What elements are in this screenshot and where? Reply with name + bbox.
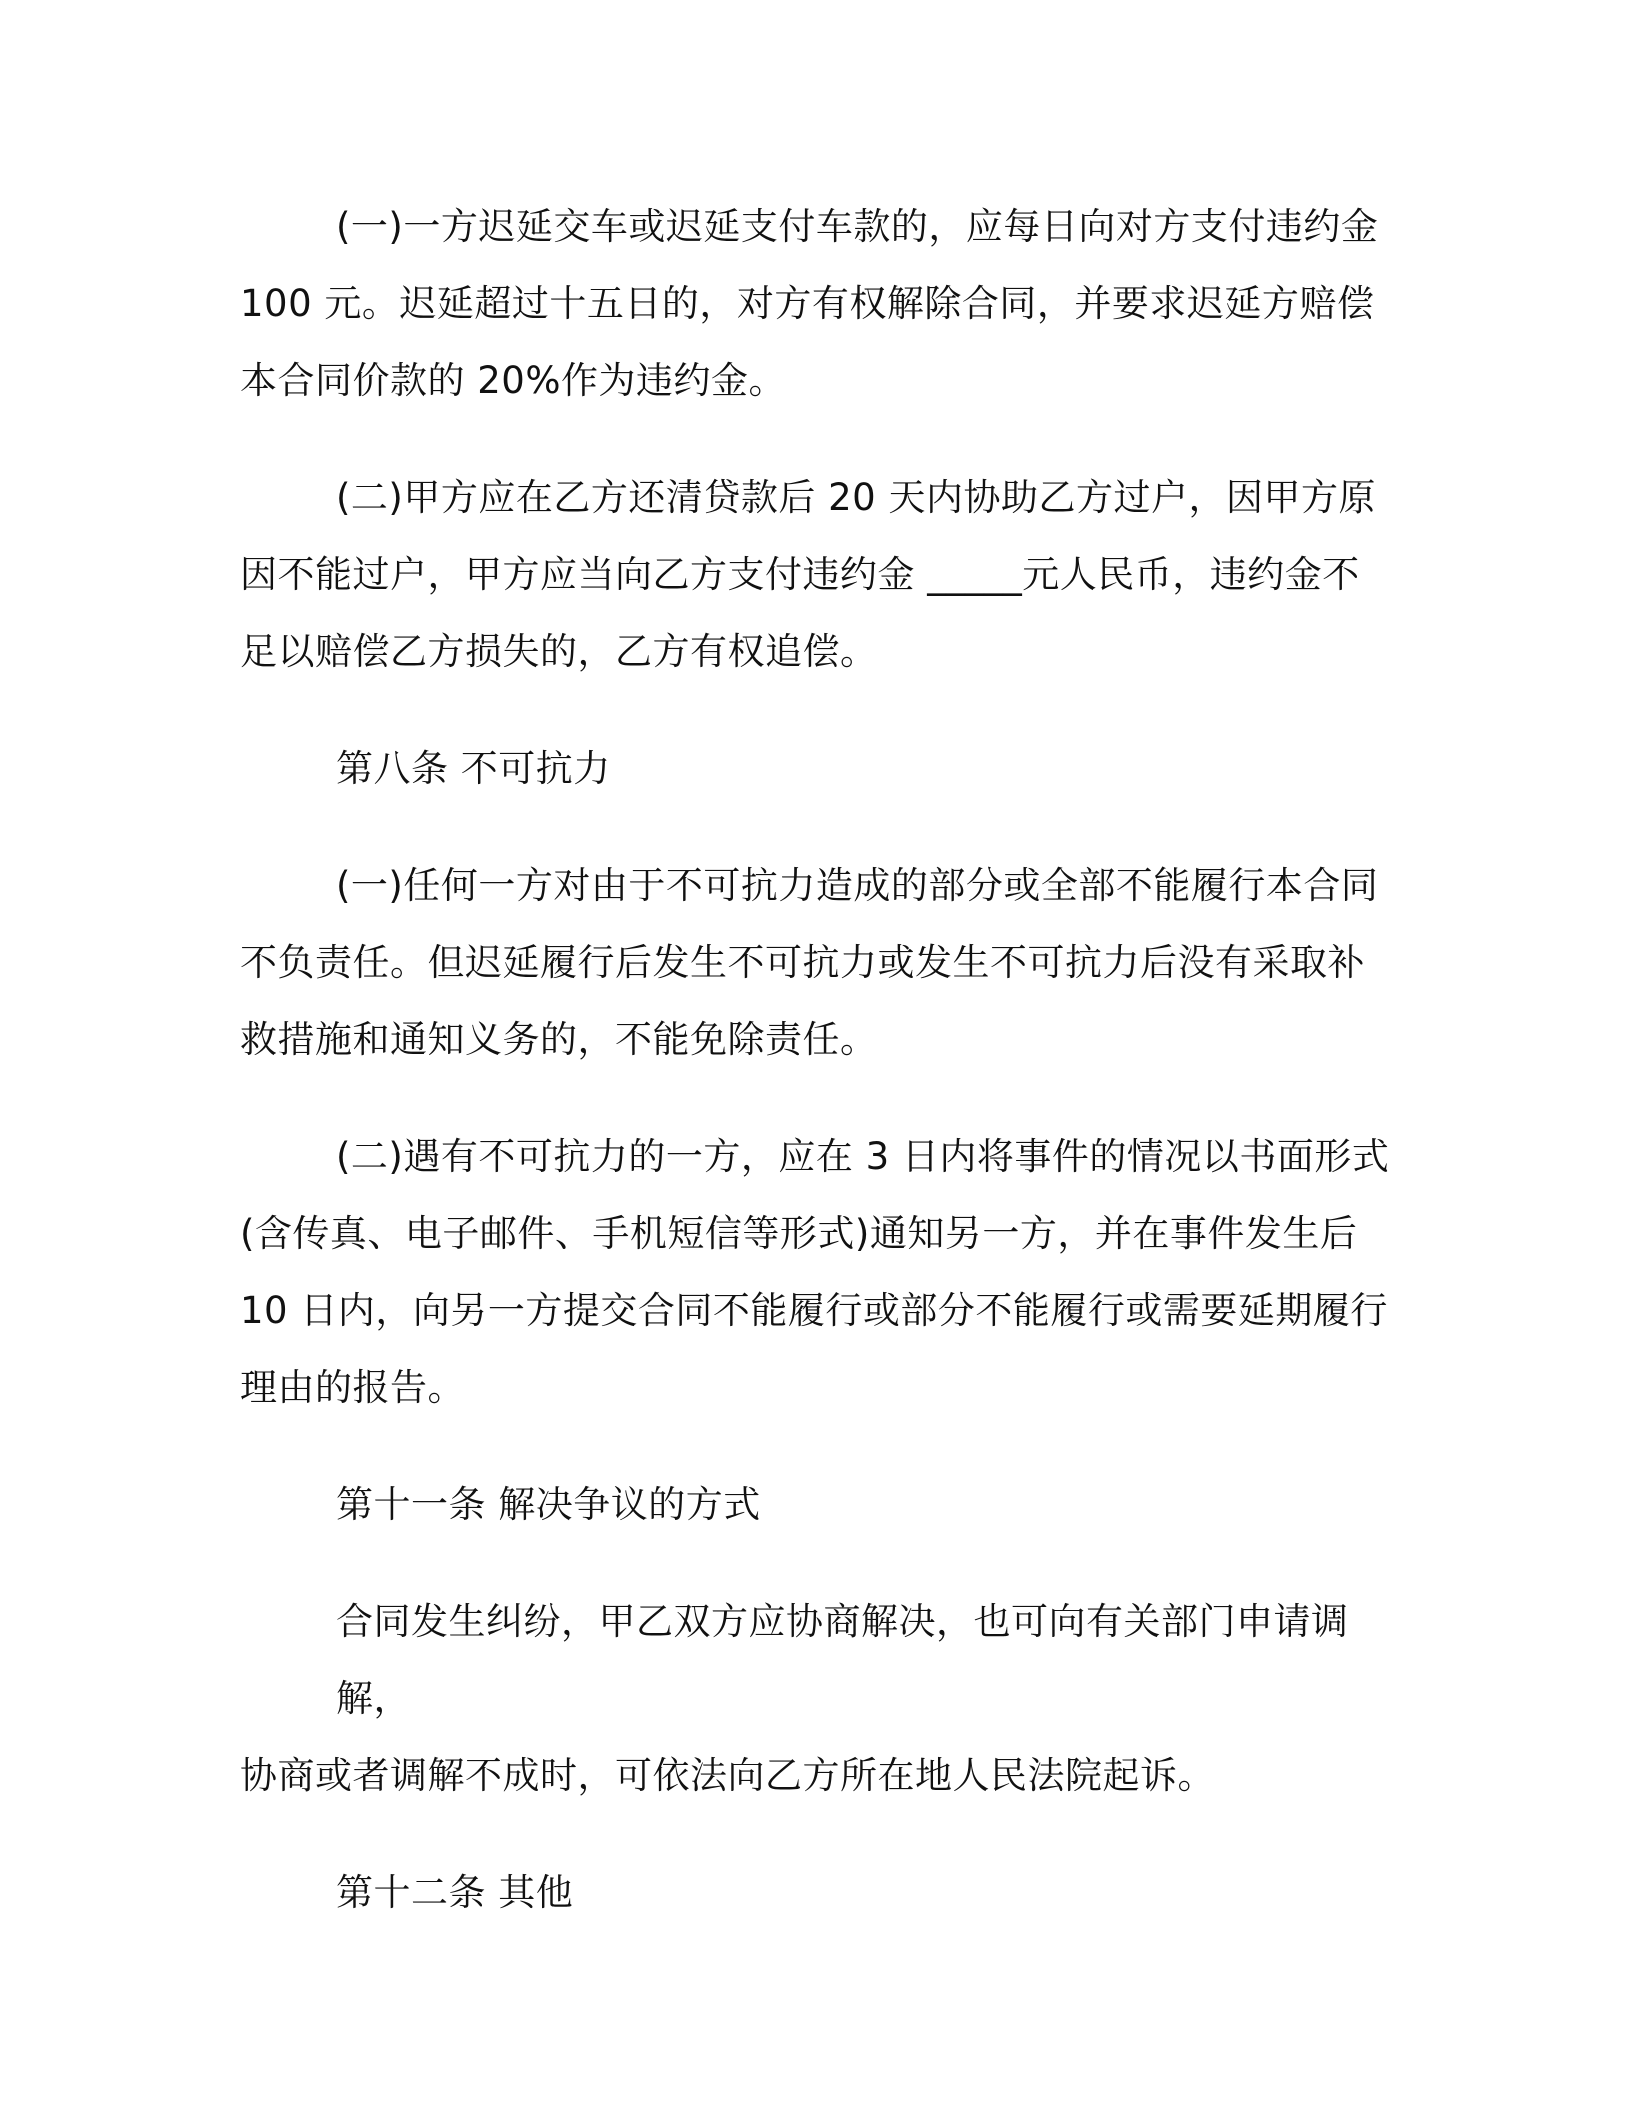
clause-8-1-paragraph [240,847,1402,1078]
clause-8-2-paragraph [240,1118,1402,1426]
text-line: 足以赔偿乙方损失的，乙方有权追偿。 [240,630,878,673]
text-line: 合同发生纠纷，甲乙双方应协商解决，也可向有关部门申请调解， [336,1600,1349,1720]
clause-7-2-paragraph [240,459,1402,690]
text-line: (一)任何一方对由于不可抗力造成的部分或全部不能履行本合同 [336,864,1379,907]
document-body [240,188,1402,1971]
clause-7-1-paragraph [240,188,1402,419]
text-line: 理由的报告。 [240,1366,465,1409]
text-line: 因不能过户，甲方应当向乙方支付违约金 _____元人民币，违约金不 [240,553,1360,596]
article-8-heading: 第八条 不可抗力 [336,747,611,790]
text-line: (一)一方迟延交车或迟延支付车款的，应每日向对方支付违约金 [336,205,1379,248]
text-line: 协商或者调解不成时，可依法向乙方所在地人民法院起诉。 [240,1754,1215,1797]
text-line: 100 元。迟延超过十五日的，对方有权解除合同，并要求迟延方赔偿 [240,282,1375,325]
article-12-heading: 第十二条 其他 [336,1871,574,1914]
text-line: (二)甲方应在乙方还清贷款后 20 天内协助乙方过户，因甲方原 [336,476,1376,519]
text-line: (二)遇有不可抗力的一方，应在 3 日内将事件的情况以书面形式 [336,1135,1390,1178]
text-line: 不负责任。但迟延履行后发生不可抗力或发生不可抗力后没有采取补 [240,941,1365,984]
article-11-heading: 第十一条 解决争议的方式 [336,1483,761,1526]
text-line: 10 日内，向另一方提交合同不能履行或部分不能履行或需要延期履行 [240,1289,1388,1332]
text-line: 本合同价款的 20%作为违约金。 [240,359,786,402]
text-line: 救措施和通知义务的，不能免除责任。 [240,1018,878,1061]
clause-11-paragraph [240,1583,1402,1814]
text-line: (含传真、电子邮件、手机短信等形式)通知另一方，并在事件发生后 [240,1212,1358,1255]
